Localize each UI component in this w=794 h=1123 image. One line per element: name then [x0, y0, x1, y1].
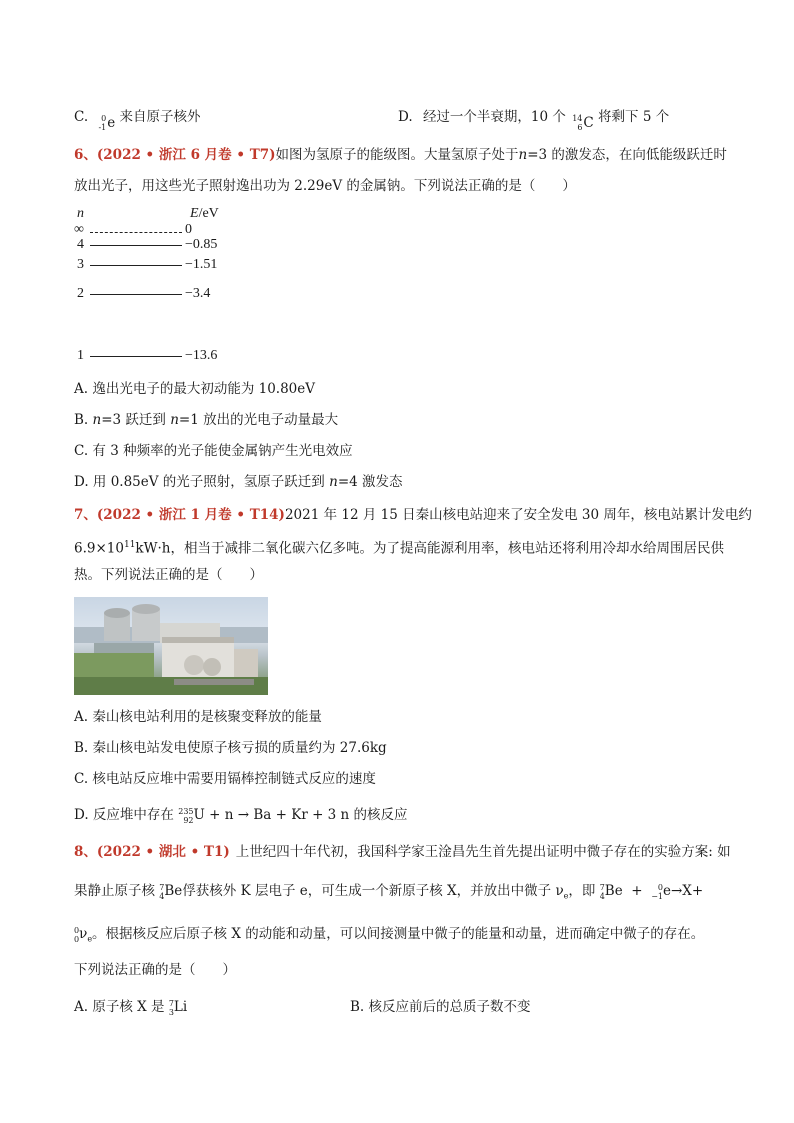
q7-heading: 7、(2022 • 浙江 1 月卷 • T14) [74, 507, 285, 523]
carbon-symbol [570, 114, 594, 132]
q8-line1 [74, 843, 731, 861]
lithium-numbers: 7 3 [168, 998, 174, 1017]
level-inf-n: ∞ [74, 222, 84, 237]
option-text-end: 的核反应 [353, 807, 408, 823]
q7-option-b: B. 秦山核电站发电使原子核亏损的质量约为 27.6kg [74, 740, 387, 756]
option-text: =1 放出的光电子动量最大 [178, 412, 339, 428]
q7-exponent: 11 [123, 540, 136, 550]
q6-heading: 6、(2022 • 浙江 6 月卷 • T7) [74, 147, 276, 163]
q6-text: =3 的激发态，在向低能级跃迁时 [527, 147, 727, 163]
option-text-end: 将剩下 5 个 [598, 109, 670, 125]
q8-option-b: B. 核反应前后的总质子数不变 [350, 999, 531, 1015]
level-3-line [90, 265, 182, 266]
q7-option-c: C. 核电站反应堆中需要用镉棒控制链式反应的速度 [74, 771, 376, 787]
option-text: D. 反应堆中存在 [74, 807, 174, 823]
q6-option-d [74, 473, 403, 491]
n-variable: n [329, 474, 338, 490]
q8-text: 。根据核反应后原子核 X 的动能和动量，可以间接测量中微子的能量和动量，进而确定中微子的存在。 [92, 926, 705, 942]
level-4-energy: −0.85 [185, 237, 218, 252]
q8-heading: 8、(2022 • 湖北 • T1) [74, 844, 230, 860]
option-text: =3 跃迁到 [101, 412, 171, 428]
uranium-numbers: 235 92 [178, 806, 194, 825]
element-symbol: C [583, 115, 594, 131]
mass-number: 0 [101, 114, 107, 123]
beryllium-numbers-2: 7 4 [599, 882, 605, 901]
electron-symbol-2: e [663, 883, 671, 899]
q6-text: 如图为氢原子的能级图。大量氢原子处于 [275, 147, 519, 163]
q8-option-a [74, 998, 187, 1017]
element-symbol: e [107, 115, 116, 131]
q7-number: 6.9×10 [74, 540, 124, 557]
q8-text: ，即 [568, 883, 596, 899]
option-text: A. 原子核 X 是 [74, 999, 165, 1015]
option-label: C. [74, 109, 89, 125]
level-2-line [90, 294, 182, 295]
charge-number: 6 [577, 123, 583, 132]
level-inf-energy: 0 [185, 222, 192, 237]
level-1-line [90, 356, 182, 357]
q6-line2: 放出光子，用这些光子照射逸出功为 2.29eV 的金属钠。下列说法正确的是（ ） [74, 178, 576, 194]
n-variable: n [92, 412, 102, 428]
lithium-symbol: Li [173, 999, 188, 1015]
beryllium-symbol: Be [164, 883, 183, 899]
q8-text: 上世纪四十年代初，我国科学家王淦昌先生首先提出证明中微子存在的实验方案: 如 [235, 844, 731, 860]
q8-line2 [74, 882, 703, 906]
q6-option-c: C. 有 3 种频率的光子能使金属钠产生光电效应 [74, 443, 353, 459]
q8-line3 [74, 925, 704, 949]
prev-option-d [398, 108, 669, 132]
level-4-line [90, 245, 182, 246]
option-text: =4 激发态 [337, 474, 403, 490]
q8-text: →X+ [671, 883, 704, 899]
q8-text: 俘获核外 K 层电子 e，可生成一个新原子核 X，并放出中微子 ν [182, 883, 564, 899]
q8-text: 果静止原子核 [74, 883, 155, 899]
nuclear-equation: U + n → Ba + Kr + 3 n [193, 807, 350, 823]
neutrino-numbers: 0 0 [74, 925, 80, 944]
level-1-n: 1 [77, 348, 84, 363]
option-text: 来自原子核外 [119, 109, 201, 125]
option-label: B. [74, 412, 93, 428]
q7-line3: 热。下列说法正确的是（ ） [74, 567, 263, 583]
n-variable: n [518, 147, 528, 163]
level-inf-line [90, 232, 182, 233]
q7-line1 [74, 506, 752, 524]
beryllium-symbol-2: Be + [604, 883, 647, 899]
q7-option-d [74, 806, 408, 825]
q7-option-a: A. 秦山核电站利用的是核聚变释放的能量 [74, 709, 322, 725]
energy-axis-label: E/eV [190, 206, 219, 221]
q6-option-a: A. 逸出光电子的最大初动能为 10.80eV [74, 381, 316, 397]
option-text: D. 用 0.85eV 的光子照射，氢原子跃迁到 [74, 474, 330, 490]
q6-line1 [74, 146, 727, 164]
charge-number: -1 [98, 123, 107, 132]
electron-numbers: 0 −1 [651, 882, 663, 901]
level-3-n: 3 [77, 257, 84, 272]
neutrino-symbol: $\nu_e$ [79, 926, 93, 944]
option-text: 经过一个半衰期，10 个 [422, 109, 566, 125]
electron-symbol [92, 114, 115, 132]
level-2-energy: −3.4 [185, 286, 211, 301]
level-4-n: 4 [77, 237, 84, 252]
mass-number: 14 [572, 114, 583, 123]
plant-illustration [74, 597, 268, 695]
q8-line4: 下列说法正确的是（ ） [74, 962, 236, 978]
option-label: D. [398, 109, 413, 125]
nuclear-plant-photo [74, 597, 268, 695]
q7-line2 [74, 536, 724, 558]
level-1-energy: −13.6 [185, 348, 218, 363]
prev-option-c [74, 108, 201, 132]
level-3-energy: −1.51 [185, 257, 218, 272]
neutrino-subscript: e [563, 891, 569, 901]
level-2-n: 2 [77, 286, 84, 301]
n-axis-label: n [77, 206, 84, 221]
q7-text: 2021 年 12 月 15 日秦山核电站迎来了安全发电 30 周年，核电站累计发电约 [284, 507, 752, 523]
n-variable: n [170, 412, 179, 428]
q6-option-b [74, 411, 338, 429]
q7-text: kW·h，相当于减排二氧化碳六亿多吨。为了提高能源利用率，核电站还将利用冷却水给周围居民供 [135, 540, 724, 557]
beryllium-numbers: 7 4 [159, 882, 165, 901]
